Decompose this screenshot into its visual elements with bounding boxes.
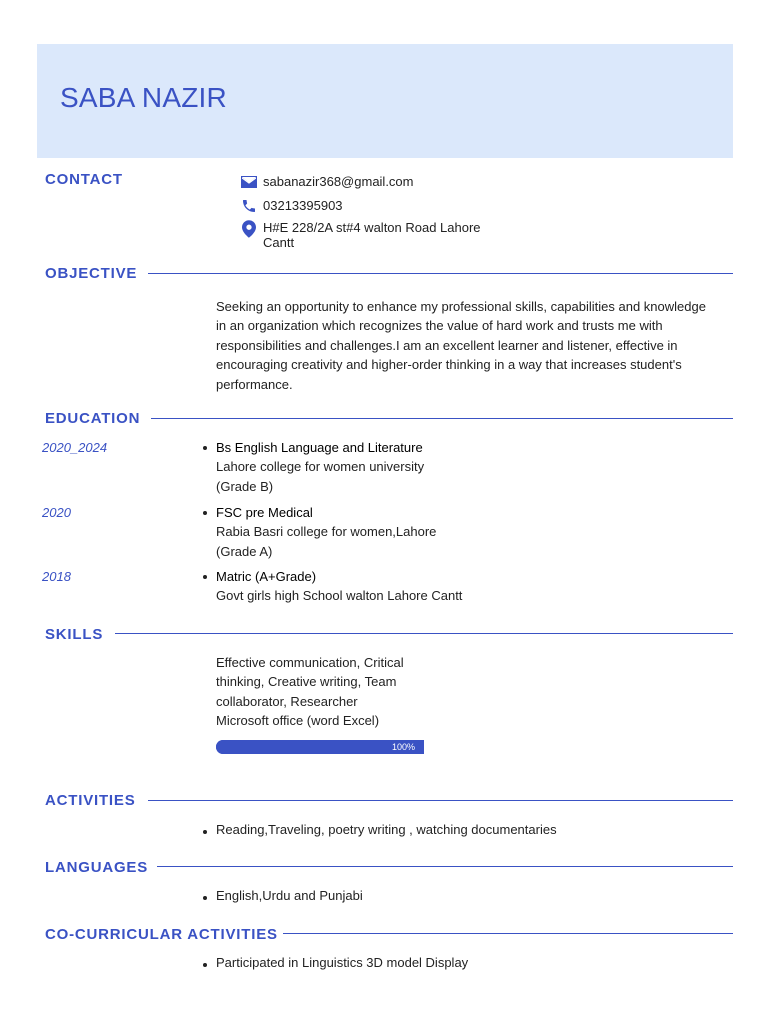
skill-progress-label: 100% [391, 742, 415, 752]
objective-line: Seeking an opportunity to enhance my professional skills, capabilities and knowledge [216, 299, 706, 314]
degree-title: Matric (A+Grade) [216, 567, 462, 586]
skills-divider [115, 633, 733, 634]
skills-text [216, 653, 404, 731]
contact-phone[interactable] [240, 198, 343, 214]
contact-email[interactable] [240, 174, 414, 190]
contact-heading [45, 169, 123, 189]
objective-line: performance. [216, 376, 293, 392]
activities-heading [45, 790, 136, 810]
cocurricular-divider [283, 933, 733, 934]
header-banner [37, 44, 733, 158]
degree-title: FSC pre Medical [216, 503, 436, 522]
education-detail: (Grade B) [216, 478, 274, 494]
education-divider [151, 418, 733, 419]
address-text [263, 221, 481, 250]
cocurricular-item: Participated in Linguistics 3D model Display [216, 955, 469, 970]
education-detail: Lahore college for women university [216, 459, 425, 475]
objective-text [216, 297, 706, 394]
education-entry [216, 438, 424, 496]
phone-text: 03213395903 [263, 198, 343, 213]
skills-heading [45, 624, 103, 644]
phone-icon [240, 198, 258, 214]
activity-item: Reading,Traveling, poetry writing , watching documentaries [216, 822, 557, 837]
contact-address [240, 221, 481, 250]
education-year: 2020 [42, 505, 71, 520]
skills-line: collaborator, Researcher [216, 693, 358, 709]
skills-title: SKILLS [45, 625, 104, 643]
objective-line: responsibilities and challenges.I am an excellent learner and listener, effective in [216, 337, 678, 353]
contact-title: CONTACT [45, 170, 123, 188]
education-entry [216, 567, 462, 606]
education-detail: Rabia Basri college for women,Lahore [216, 524, 437, 540]
education-entry [216, 503, 436, 561]
objective-line: encouraging creativity and higher-order thinking in a way that increases student's [216, 357, 682, 373]
cocurricular-title: CO-CURRICULAR ACTIVITIES [45, 925, 278, 943]
mail-icon [240, 174, 258, 190]
degree-title: Bs English Language and Literature [216, 438, 424, 457]
education-year: 2018 [42, 569, 71, 584]
skills-line: thinking, Creative writing, Team [216, 674, 397, 690]
candidate-name: SABA NAZIR [60, 82, 227, 113]
skills-line: Microsoft office (word Excel) [216, 713, 380, 729]
education-detail: Govt girls high School walton Lahore Cantt [216, 588, 463, 604]
language-item: English,Urdu and Punjabi [216, 888, 363, 903]
languages-divider [157, 866, 733, 867]
objective-divider [148, 273, 733, 274]
email-text: sabanazir368@gmail.com [263, 174, 414, 189]
objective-title: OBJECTIVE [45, 264, 138, 282]
education-title: EDUCATION [45, 409, 141, 427]
objective-line: in an organization which recognizes the value of hard work and trusts me with [216, 318, 663, 334]
activities-divider [148, 800, 733, 801]
location-pin-icon [240, 221, 258, 237]
objective-heading [45, 263, 137, 283]
languages-title: LANGUAGES [45, 858, 149, 876]
education-heading [45, 408, 140, 428]
education-detail: (Grade A) [216, 543, 273, 559]
languages-heading [45, 857, 148, 877]
skill-progress-bar [216, 740, 424, 754]
skills-line: Effective communication, Critical [216, 655, 404, 670]
cocurricular-heading [45, 924, 278, 944]
education-year: 2020_2024 [42, 440, 108, 455]
address-line-2: Cantt [263, 234, 295, 250]
activities-title: ACTIVITIES [45, 791, 136, 809]
address-line-1: H#E 228/2A st#4 walton Road Lahore [263, 220, 481, 235]
